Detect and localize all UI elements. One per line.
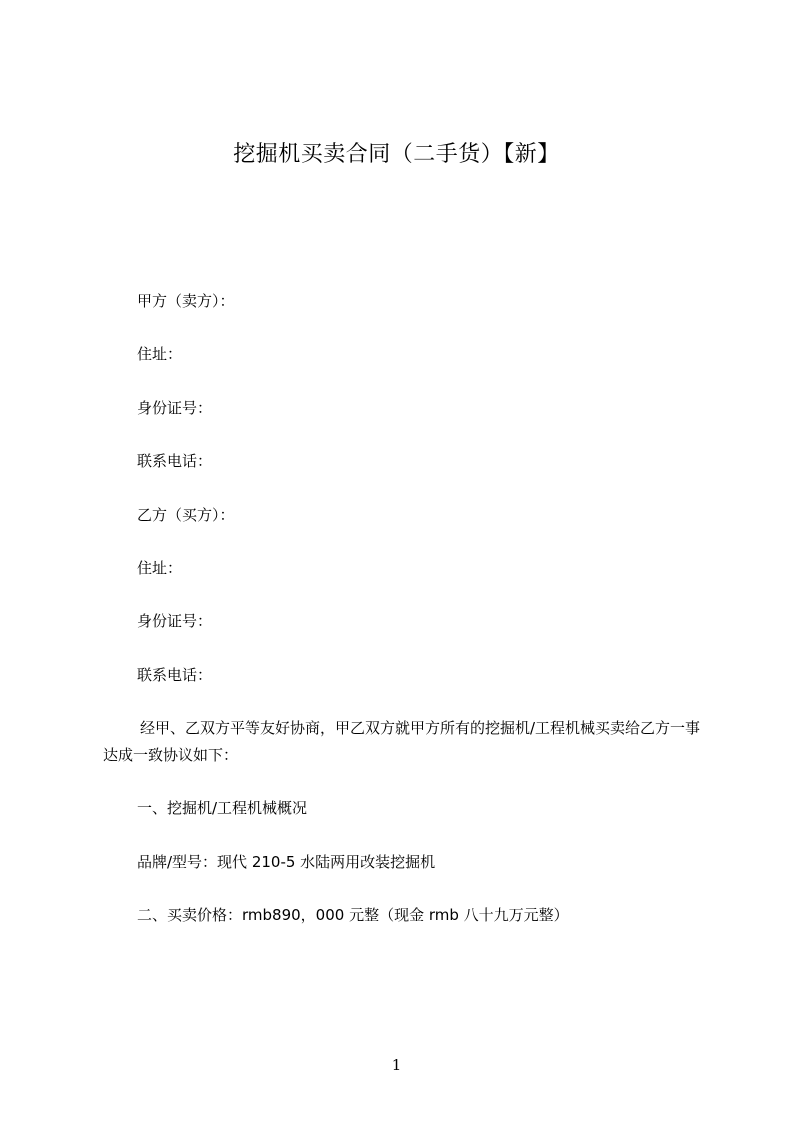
party-b-phone-label: 联系电话： (137, 666, 213, 684)
party-a-phone-label: 联系电话： (137, 452, 213, 470)
party-b-id-label: 身份证号： (137, 612, 213, 630)
page-number: 1 (391, 1056, 402, 1074)
party-a-address-label: 住址： (137, 345, 183, 363)
party-b-address-label: 住址： (137, 559, 183, 577)
intro-paragraph (103, 715, 705, 769)
party-a-id-label: 身份证号： (137, 399, 213, 417)
intro-text: 经甲、乙双方平等友好协商，甲乙双方就甲方所有的挖掘机/工程机械买卖给乙方一事达成一致协议如下： (103, 719, 701, 764)
party-a-label: 甲方（卖方）： (137, 292, 235, 310)
party-b-label: 乙方（买方）： (137, 506, 235, 524)
model-line: 品牌/型号：现代 210-5 水陆两用改装挖掘机 (137, 853, 436, 871)
section-1-heading: 一、挖掘机/工程机械概况 (137, 799, 308, 817)
document-title: 挖掘机买卖合同（二手货）【新】 (233, 142, 560, 167)
price-line: 二、买卖价格：rmb890，000 元整（现金 rmb 八十九万元整） (137, 906, 569, 924)
